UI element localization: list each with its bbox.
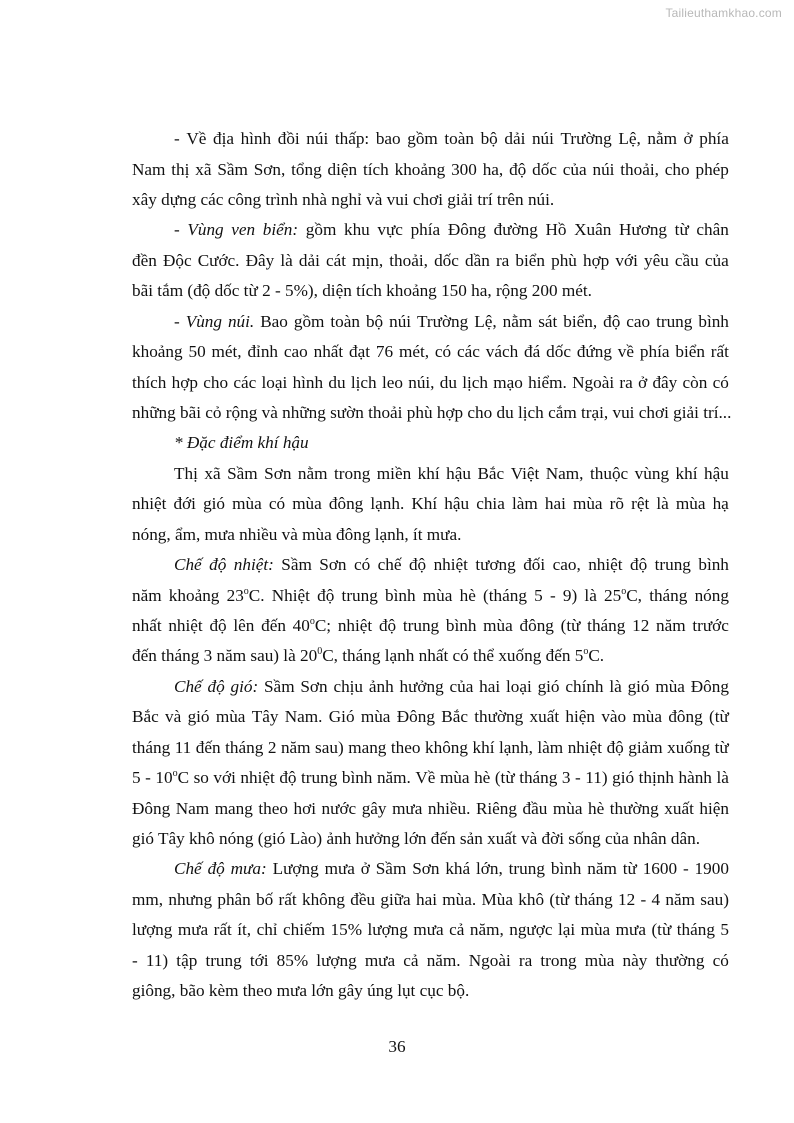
text-line [0, 797, 794, 821]
line-text: khoảng 50 mét, đỉnh cao nhất đạt 76 mét, có các vách đá dốc đứng về phía biển rất [132, 342, 729, 361]
line-text: đền Độc Cước. Đây là dải cát mịn, thoải, dốc dần ra biển phù hợp với yêu cầu của [132, 251, 729, 270]
line-text: nhất nhiệt độ lên đến 40$^o$C; nhiệt độ trung bình mùa đông (từ tháng 12 năm trước [132, 616, 729, 635]
text-line [0, 310, 794, 334]
page-number: 36 [388, 1037, 406, 1056]
text-line [0, 127, 794, 151]
text-line [0, 675, 794, 699]
line-text: bãi tắm (độ dốc từ 2 - 5%), diện tích khoảng 150 ha, rộng 200 mét. [132, 281, 592, 300]
line-text: 5 - 10$^o$C so với nhiệt độ trung bình năm. Về mùa hè (từ tháng 3 - 11) gió thịnh hành là [132, 768, 729, 787]
line-text: đến tháng 3 năm sau) là $20^0C$, tháng lạnh nhất có thể xuống đến 5$^o$C. [132, 646, 605, 665]
text-line [0, 523, 794, 547]
text-line [0, 979, 794, 1003]
line-text: - 11) tập trung tới 85% lượng mưa cả năm. Ngoài ra trong mùa này thường có [132, 951, 729, 970]
line-text: Bắc và gió mùa Tây Nam. Gió mùa Đông Bắc thường xuất hiện vào mùa đông (từ [132, 707, 729, 726]
line-text: Đông Nam mang theo hơi nước gây mưa nhiều. Riêng đầu mùa hè thường xuất hiện [132, 799, 729, 818]
text-line [0, 401, 794, 425]
line-text: gió Tây khô nóng (gió Lào) ảnh hưởng lớn đến sản xuất và đời sống của nhân dân. [132, 829, 701, 848]
line-text: năm khoảng 23$^o$C. Nhiệt độ trung bình mùa hè (tháng 5 - 9) là 25$^o$C, tháng nóng [132, 586, 729, 605]
text-line [0, 188, 794, 212]
text-line [0, 644, 794, 668]
line-text: Nam thị xã Sầm Sơn, tổng diện tích khoảng 300 ha, độ dốc của núi thoải, cho phép [132, 160, 729, 179]
line-text: - Vùng ven biển: gồm khu vực phía Đông đường Hồ Xuân Hương từ chân [174, 220, 729, 239]
text-line [0, 827, 794, 851]
line-text: giông, bão kèm theo mưa lớn gây úng lụt cục bộ. [132, 981, 470, 1000]
text-line [0, 158, 794, 182]
text-line [0, 918, 794, 942]
text-line [0, 766, 794, 790]
line-text: mm, nhưng phân bố rất không đều giữa hai mùa. Mùa khô (từ tháng 12 - 4 năm sau) [132, 890, 729, 909]
text-line [0, 614, 794, 638]
text-line [0, 371, 794, 395]
text-line [0, 462, 794, 486]
line-text: nóng, ẩm, mưa nhiều và mùa đông lạnh, ít mưa. [132, 525, 462, 544]
text-line [0, 340, 794, 364]
text-line [0, 857, 794, 881]
text-line [0, 431, 794, 455]
text-line [0, 949, 794, 973]
line-text: lượng mưa rất ít, chỉ chiếm 15% lượng mưa cả năm, ngược lại mùa mưa (từ tháng 5 [132, 920, 729, 939]
line-text: * Đặc điểm khí hậu [174, 433, 309, 452]
text-line [0, 279, 794, 303]
watermark: Tailieuthamkhao.com [665, 6, 782, 20]
text-line [0, 249, 794, 273]
line-text: Chế độ mưa: Lượng mưa ở Sầm Sơn khá lớn, trung bình năm từ 1600 - 1900 [174, 859, 729, 878]
text-line [0, 584, 794, 608]
text-line [0, 553, 794, 577]
text-line [0, 736, 794, 760]
line-text: những bãi cỏ rộng và những sườn thoải phù hợp cho du lịch cắm trại, vui chơi giải trí... [132, 403, 732, 422]
line-text: Chế độ gió: Sầm Sơn chịu ảnh hưởng của hai loại gió chính là gió mùa Đông [174, 677, 729, 696]
line-text: thích hợp cho các loại hình du lịch leo núi, du lịch mạo hiểm. Ngoài ra ở đây còn có [132, 373, 729, 392]
line-text: xây dựng các công trình nhà nghỉ và vui chơi giải trí trên núi. [132, 190, 555, 209]
text-line [0, 218, 794, 242]
text-line [0, 705, 794, 729]
line-text: - Vùng núi. Bao gồm toàn bộ núi Trường Lệ, nằm sát biển, độ cao trung bình [174, 312, 729, 331]
line-text: - Về địa hình đồi núi thấp: bao gồm toàn bộ dải núi Trường Lệ, nằm ở phía [174, 129, 729, 148]
text-line [0, 492, 794, 516]
line-text: nhiệt đới gió mùa có mùa đông lạnh. Khí hậu chia làm hai mùa rõ rệt là mùa hạ [132, 494, 729, 513]
text-line [0, 888, 794, 912]
line-text: tháng 11 đến tháng 2 năm sau) mang theo không khí lạnh, làm nhiệt độ giảm xuống từ [132, 738, 729, 757]
line-text: Thị xã Sầm Sơn nằm trong miền khí hậu Bắc Việt Nam, thuộc vùng khí hậu [174, 464, 729, 483]
line-text: Chế độ nhiệt: Sầm Sơn có chế độ nhiệt tương đối cao, nhiệt độ trung bình [174, 555, 729, 574]
